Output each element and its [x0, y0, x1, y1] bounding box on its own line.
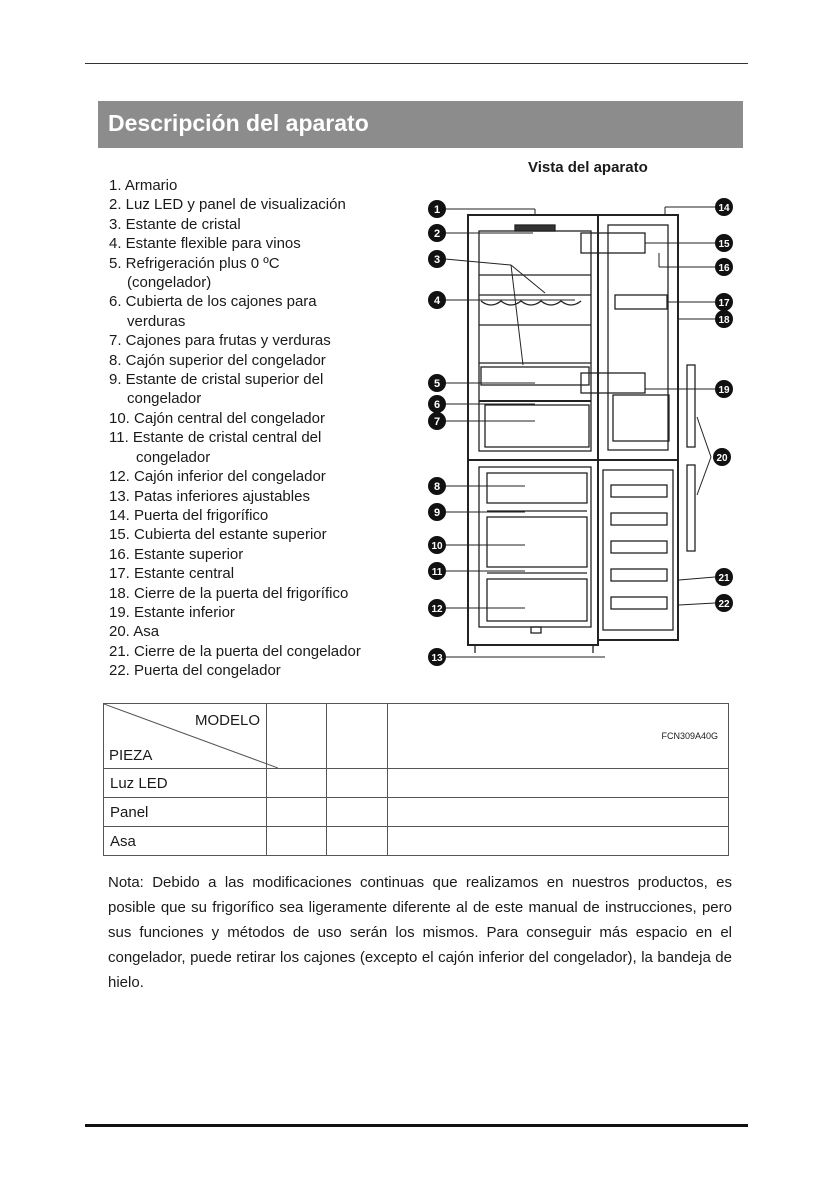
parts-list-item: 16. Estante superior — [109, 545, 244, 563]
fridge-diagram — [415, 195, 745, 675]
svg-text:8: 8 — [433, 481, 441, 493]
parts-list-item: 19. Estante inferior — [109, 603, 235, 621]
header-rule — [85, 63, 748, 64]
table-row — [104, 798, 729, 827]
callout-21 — [715, 568, 733, 586]
callout-16 — [715, 258, 733, 276]
parts-list-item: 21. Cierre de la puerta del congelador — [109, 642, 361, 660]
svg-text:17: 17 — [718, 298, 730, 309]
callout-13 — [428, 648, 446, 666]
svg-text:10: 10 — [431, 541, 443, 552]
parts-list-item: 22. Puerta del congelador — [109, 662, 281, 680]
parts-list-item: 6. Cubierta de los cajones para — [109, 293, 317, 311]
part-name-cell: Asa — [104, 827, 267, 856]
callout-14 — [715, 198, 733, 216]
callout-1 — [428, 200, 446, 218]
table-cell — [327, 798, 387, 827]
callout-10 — [428, 536, 446, 554]
parts-list-item-continuation: (congelador) — [127, 274, 212, 292]
model-cell — [327, 704, 387, 769]
model-name-cell: FCN309A40G — [387, 704, 728, 769]
footer-rule — [85, 1124, 748, 1127]
parts-list-item: 9. Estante de cristal superior del — [109, 371, 324, 389]
parts-list — [109, 176, 361, 681]
svg-text:6: 6 — [433, 399, 441, 411]
parts-list-item: 1. Armario — [109, 177, 178, 194]
parts-list-item: 12. Cajón inferior del congelador — [109, 468, 326, 486]
table-row — [104, 827, 729, 856]
callout-17 — [715, 293, 733, 311]
parts-list-item: 2. Luz LED y panel de visualización — [109, 196, 346, 214]
svg-text:11: 11 — [431, 567, 443, 578]
parts-list-item: 14. Puerta del frigorífico — [109, 506, 269, 524]
callout-22 — [715, 594, 733, 612]
parts-list-item-continuation: verduras — [127, 312, 186, 330]
callout-7 — [428, 412, 446, 430]
table-cell — [327, 827, 387, 856]
parts-list-item: 3. Estante de cristal — [109, 215, 241, 233]
diagram-title: Vista del aparato — [528, 159, 648, 176]
svg-text:13: 13 — [431, 653, 443, 664]
fridge-drawing — [468, 215, 695, 653]
table-row — [104, 769, 729, 798]
parts-list-item: 17. Estante central — [109, 565, 235, 583]
svg-text:22: 22 — [718, 599, 730, 610]
svg-text:14: 14 — [718, 203, 730, 214]
part-name-cell: Panel — [104, 798, 267, 827]
parts-list-item: 8. Cajón superior del congelador — [109, 351, 326, 369]
svg-text:19: 19 — [718, 385, 730, 396]
parts-list-item: 20. Asa — [109, 623, 160, 641]
parts-list-item: 5. Refrigeración plus 0 ºC — [109, 254, 280, 272]
part-name-cell: Luz LED — [104, 769, 267, 798]
svg-text:7: 7 — [433, 416, 441, 428]
section-banner — [98, 101, 743, 148]
svg-text:9: 9 — [433, 507, 441, 519]
parts-list-item: 15. Cubierta del estante superior — [109, 526, 327, 544]
svg-text:4: 4 — [433, 295, 441, 307]
callout-3 — [428, 250, 446, 268]
section-title: Descripción del aparato — [108, 110, 369, 136]
model-parts-table — [103, 703, 729, 856]
parts-list-item: 11. Estante de cristal central del — [109, 429, 322, 447]
parts-list-item-continuation: congelador — [127, 390, 202, 408]
svg-text:16: 16 — [718, 263, 730, 274]
parts-list-item: 7. Cajones para frutas y verduras — [109, 332, 331, 350]
svg-text:12: 12 — [431, 604, 443, 615]
table-cell — [387, 827, 728, 856]
note-paragraph: Nota: Debido a las modificaciones continuas que realizamos en nuestros productos, es posible que su frigorífico sea ligeramente diferente al de este manual de instrucciones, pero sus funciones y métodos de uso serán los mismos. Para conseguir más espacio en el congelador, puede retirar los cajones (excepto el cajón inferior del congelador), la bandeja de hielo. — [108, 874, 732, 991]
parts-list-item: 18. Cierre de la puerta del frigorífico — [109, 584, 349, 602]
parts-list-item: 13. Patas inferiores ajustables — [109, 487, 310, 505]
callout-12 — [428, 599, 446, 617]
table-cell — [267, 769, 327, 798]
callout-18 — [715, 310, 733, 328]
parts-list-item: 4. Estante flexible para vinos — [109, 235, 301, 253]
callout-20 — [713, 448, 731, 466]
callout-8 — [428, 477, 446, 495]
parts-list-item-continuation: congelador — [136, 448, 211, 466]
parts-list-item: 10. Cajón central del congelador — [109, 409, 325, 427]
table-cell — [267, 827, 327, 856]
table-header-row — [104, 704, 729, 769]
svg-text:15: 15 — [718, 239, 730, 250]
svg-text:21: 21 — [718, 573, 730, 584]
svg-text:18: 18 — [718, 315, 730, 326]
table-corner-cell — [104, 704, 267, 769]
table-cell — [387, 769, 728, 798]
fridge-door — [598, 215, 678, 460]
callout-9 — [428, 503, 446, 521]
table-cell — [327, 769, 387, 798]
table-cell — [387, 798, 728, 827]
svg-text:1: 1 — [433, 204, 441, 216]
table-cell — [267, 798, 327, 827]
callout-19 — [715, 380, 733, 398]
callout-2 — [428, 224, 446, 242]
callout-6 — [428, 395, 446, 413]
svg-text:2: 2 — [433, 228, 441, 240]
callout-11 — [428, 562, 446, 580]
header-model-label: MODELO — [194, 712, 260, 729]
svg-text:5: 5 — [433, 378, 441, 390]
svg-text:20: 20 — [716, 453, 728, 464]
svg-text:3: 3 — [433, 254, 441, 266]
callout-4 — [428, 291, 446, 309]
header-part-label: PIEZA — [109, 747, 153, 764]
callout-5 — [428, 374, 446, 392]
freezer-door — [598, 460, 678, 640]
callout-15 — [715, 234, 733, 252]
